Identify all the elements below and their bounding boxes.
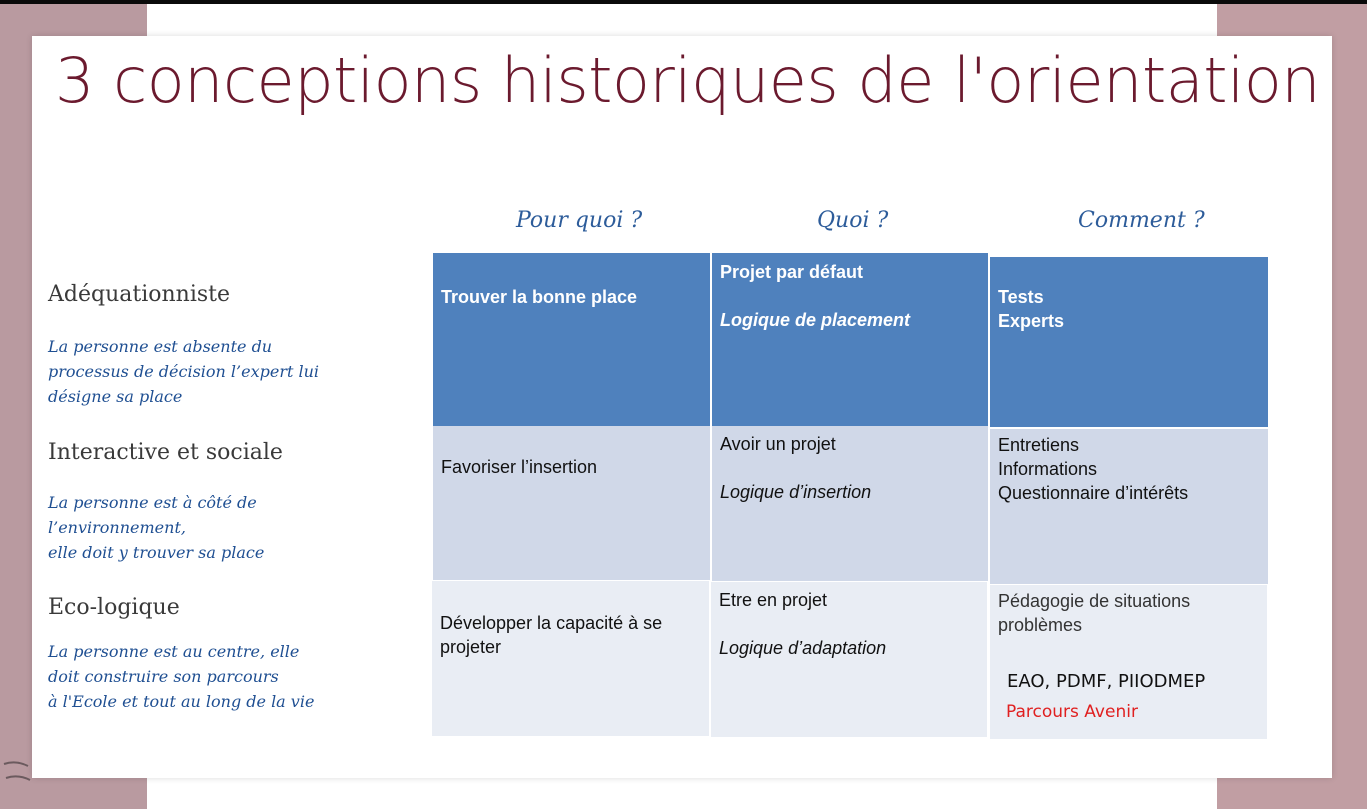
table-cell-row1-pourquoi (433, 253, 710, 426)
table-cell-row2-pourquoi (433, 426, 710, 580)
cell-text: Entretiens (998, 435, 1080, 455)
cell-text: problèmes (998, 615, 1083, 635)
cell-spacer (720, 284, 980, 308)
cell-spacer (719, 612, 979, 636)
concept-name-adequationniste: Adéquationniste (48, 282, 231, 307)
column-header-quoi: Quoi ? (817, 208, 889, 233)
cell-text: Favoriser l’insertion (441, 457, 598, 477)
table-cell-row3-pourquoi (432, 581, 709, 736)
tools-highlight: Parcours Avenir (1006, 702, 1138, 722)
cell-text: Informations (998, 459, 1098, 479)
tools-list: EAO, PDMF, PIIODMEP (1007, 671, 1206, 692)
cell-text: Projet par défaut (720, 262, 864, 282)
concept-name-ecologique: Eco-logique (48, 595, 180, 620)
table-cell-row2-comment (990, 429, 1268, 584)
cell-text: Trouver la bonne place (441, 287, 638, 307)
cell-text: Pédagogie de situations (998, 591, 1191, 611)
concept-description-interactive: La personne est à côté de l’environnement, elle doit y trouver sa place (48, 493, 265, 562)
concept-description-ecologique: La personne est au centre, elle doit construire son parcours à l'Ecole et tout au long de la vie (48, 642, 315, 711)
cell-text: Tests (998, 287, 1044, 307)
top-border (0, 0, 1367, 4)
decorative-scribble-icon (2, 758, 32, 798)
slide-title: 3 conceptions historiques de l'orientation (55, 44, 1321, 117)
column-header-pourquoi: Pour quoi ? (516, 208, 643, 233)
cell-logique: Logique de placement (720, 310, 911, 330)
cell-text: Questionnaire d’intérêts (998, 483, 1189, 503)
table-cell-row1-quoi (712, 253, 988, 426)
cell-text: Etre en projet (719, 590, 828, 610)
cell-text: Développer la capacité à se (440, 613, 663, 633)
cell-text: Experts (998, 311, 1065, 331)
cell-text: projeter (440, 637, 502, 657)
cell-logique: Logique d’insertion (720, 482, 872, 502)
cell-text: Avoir un projet (720, 434, 836, 454)
concept-name-interactive: Interactive et sociale (48, 440, 283, 465)
cell-spacer (720, 456, 980, 480)
column-header-comment: Comment ? (1078, 208, 1205, 233)
concept-description-adequationniste: La personne est absente du processus de décision l’expert lui désigne sa place (48, 337, 320, 406)
cell-logique: Logique d’adaptation (719, 638, 887, 658)
table-cell-row2-quoi (712, 426, 988, 581)
table-cell-row1-comment (990, 257, 1268, 427)
table-cell-row3-quoi (711, 582, 987, 737)
